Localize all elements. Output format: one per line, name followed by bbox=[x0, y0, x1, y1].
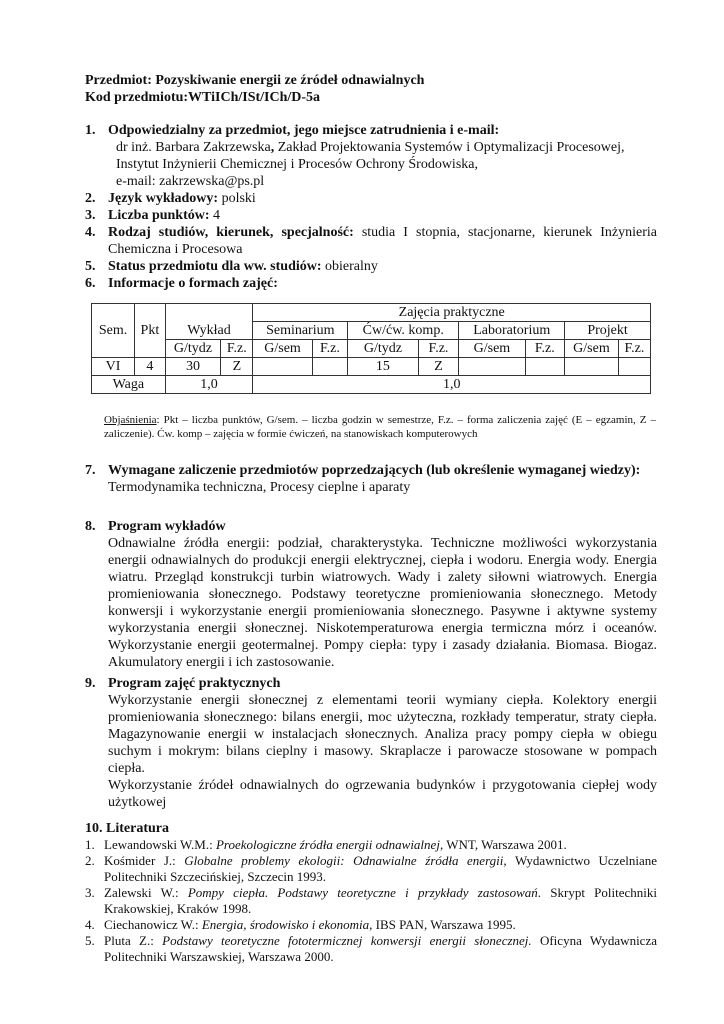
cell-project-hours bbox=[565, 358, 619, 376]
section-text: Termodynamika techniczna, Procesy cieplne i aparaty bbox=[108, 480, 411, 495]
table-legend bbox=[104, 413, 656, 441]
field-value: studia I stopnia, stacjonarne, kierunek Inżynieria Chemiczna i Procesowa bbox=[108, 225, 658, 257]
field-label: Status przedmiotu dla ww. studiów: bbox=[108, 259, 322, 274]
item-title: Globalne problemy ekologii: Odnawialne źródła energii bbox=[184, 853, 504, 868]
item-publisher: , Wydawnictwo Uczelniane Politechniki Szczecińskiej, Szczecin 1993. bbox=[104, 853, 657, 884]
sub-fz: F.z. bbox=[618, 340, 650, 358]
cell-seminar-hours bbox=[253, 358, 312, 376]
item-title: Energia, środowisko i ekonomia bbox=[201, 917, 370, 932]
institute: Instytut Inżynierii Chemicznej i Procesów Ochrony Środowiska, bbox=[116, 157, 478, 172]
section-number: 3. bbox=[85, 208, 96, 223]
forms-table bbox=[91, 303, 651, 394]
course-title: Przedmiot: Pozyskiwanie energii ze źródeł odnawialnych bbox=[85, 73, 425, 88]
section-number: 4. bbox=[85, 225, 96, 240]
section-status bbox=[85, 258, 657, 275]
legend-text: : Pkt – liczba punktów, G/sem. – liczba godzin w semestrze, F.z. – forma zaliczenia zajęć (E – egzamin, Z – zaliczenie). Ćw. komp – zajęcia w formie ćwiczeń, na stanowiskach komputerowych bbox=[104, 414, 656, 440]
section-number: 5. bbox=[85, 259, 96, 274]
section-points bbox=[85, 207, 657, 224]
cell-lecture-hours: 30 bbox=[165, 358, 221, 376]
section-number: 8. bbox=[85, 519, 96, 534]
list-item bbox=[85, 837, 657, 853]
department: Zakład Projektowania Systemów i Optymalizacji Procesowej, bbox=[274, 140, 625, 155]
section-title: 10. Literatura bbox=[85, 821, 169, 836]
item-author: Lewandowski W.M.: bbox=[104, 837, 216, 852]
header-lab: Laboratorium bbox=[459, 322, 565, 340]
sub-gsem: G/sem bbox=[565, 340, 619, 358]
section-forms bbox=[85, 275, 657, 292]
email: e-mail: zakrzewska@ps.pl bbox=[116, 174, 265, 189]
cell-exercise-form: Z bbox=[418, 358, 459, 376]
section-title: Wymagane zaliczenie przedmiotów poprzedzających (lub określenie wymaganej wiedzy): bbox=[108, 463, 641, 478]
header-pkt: Pkt bbox=[135, 304, 166, 358]
item-publisher: . Skrypt Politechniki Krakowskiej, Kraków 1998. bbox=[104, 885, 657, 916]
cell-lab-hours bbox=[459, 358, 525, 376]
cell-weight-label: Waga bbox=[92, 376, 166, 394]
header-project: Projekt bbox=[565, 322, 651, 340]
section-study-type bbox=[85, 224, 657, 258]
header-exercises: Ćw/ćw. komp. bbox=[348, 322, 459, 340]
legend-label: Objaśnienia bbox=[104, 414, 157, 426]
item-title: Pompy ciepła. Podstawy teoretyczne i przykłady zastosowań bbox=[187, 885, 538, 900]
section-literature bbox=[85, 820, 657, 965]
item-number: 4. bbox=[85, 917, 95, 932]
section-number: 7. bbox=[85, 463, 96, 478]
cell-lab-form bbox=[525, 358, 565, 376]
item-number: 1. bbox=[85, 837, 95, 852]
item-author: Zalewski W.: bbox=[104, 885, 188, 900]
cell-sem: VI bbox=[92, 358, 135, 376]
section-practicals bbox=[85, 675, 657, 811]
item-number: 3. bbox=[85, 885, 95, 900]
item-number: 2. bbox=[85, 853, 95, 868]
list-item bbox=[85, 853, 657, 885]
course-header bbox=[85, 72, 424, 106]
item-publisher: , IBS PAN, Warszawa 1995. bbox=[369, 917, 516, 932]
sub-fz: F.z. bbox=[221, 340, 253, 358]
item-title: Podstawy teoretyczne fototermicznej konwersji energii słonecznej. bbox=[162, 933, 532, 948]
header-wyklad: Wykład bbox=[165, 304, 253, 340]
sub-fz: F.z. bbox=[312, 340, 348, 358]
section-prerequisites bbox=[85, 462, 657, 496]
section-title: Program wykładów bbox=[108, 519, 226, 534]
cell-lecture-form: Z bbox=[221, 358, 253, 376]
cell-project-form bbox=[618, 358, 650, 376]
section-number: 6. bbox=[85, 276, 96, 291]
section-paragraph: Wykorzystanie źródeł odnawialnych do ogrzewania budynków i przygotowania ciepłej wody użytkowej bbox=[108, 778, 657, 810]
item-number: 5. bbox=[85, 933, 95, 948]
section-title: Odpowiedzialny za przedmiot, jego miejsce zatrudnienia i e-mail: bbox=[108, 123, 500, 138]
item-publisher: Oficyna Wydawnicza Politechniki Warszawskiej, Warszawa 2000. bbox=[104, 933, 657, 964]
item-author: Pluta Z.: bbox=[104, 933, 163, 948]
table-row bbox=[92, 376, 651, 394]
section-responsible bbox=[85, 122, 657, 190]
section-number: 2. bbox=[85, 191, 96, 206]
section-paragraph: Wykorzystanie energii słonecznej z elementami teorii wymiany ciepła. Kolektory energii promieniowania słonecznego: bilans energii, moc użyteczna, rozkłady temperatur, straty ciepła. Magazynowanie energii w instalacjach słonecznych. Analiza pracy pompy ciepła w obiegu suchym i mokrym: bilans cieplny i masowy. Skraplacze i parowacze stosowane w pompach ciepła. bbox=[108, 693, 657, 776]
name-separator: , bbox=[270, 140, 275, 155]
field-value: 4 bbox=[209, 208, 221, 223]
field-value: polski bbox=[218, 191, 256, 206]
sub-gsem: G/sem bbox=[459, 340, 525, 358]
field-label: Język wykładowy: bbox=[108, 191, 219, 206]
responsible-name: dr inż. Barbara Zakrzewska bbox=[116, 140, 271, 155]
section-number: 1. bbox=[85, 123, 96, 138]
cell-exercise-hours: 15 bbox=[348, 358, 418, 376]
field-label: Liczba punktów: bbox=[108, 208, 210, 223]
sub-gsem: G/sem bbox=[253, 340, 312, 358]
list-item bbox=[85, 885, 657, 917]
sub-fz: F.z. bbox=[525, 340, 565, 358]
item-title: Proekologiczne źródła energii odnawialnej bbox=[215, 837, 440, 852]
list-item bbox=[85, 933, 657, 965]
course-code: Kod przedmiotu:WTiICh/ISt/ICh/D-5a bbox=[85, 90, 321, 105]
cell-weight-practical: 1,0 bbox=[253, 376, 651, 394]
sub-gtydz: G/tydz bbox=[165, 340, 221, 358]
section-title: Program zajęć praktycznych bbox=[108, 676, 281, 691]
field-label: Informacje o formach zajęć: bbox=[108, 276, 278, 291]
cell-weight-lecture: 1,0 bbox=[165, 376, 253, 394]
item-author: Kośmider J.: bbox=[104, 853, 185, 868]
item-author: Ciechanowicz W.: bbox=[104, 917, 202, 932]
cell-pkt: 4 bbox=[135, 358, 166, 376]
sub-fz: F.z. bbox=[418, 340, 459, 358]
header-sem: Sem. bbox=[92, 304, 135, 358]
section-language bbox=[85, 190, 657, 207]
list-item bbox=[85, 917, 657, 933]
section-number: 9. bbox=[85, 676, 96, 691]
responsible-line bbox=[116, 139, 657, 156]
table-row bbox=[92, 358, 651, 376]
field-label: Rodzaj studiów, kierunek, specjalność: bbox=[108, 225, 354, 240]
section-text: Odnawialne źródła energii: podział, charakterystyka. Techniczne możliwości wykorzystania energii odnawialnych do produkcji energii elektrycznej, ciepła i wodoru. Energia wody. Energia wiatru. Przegląd konstrukcji turbin wiatrowych. Wady i zalety siłowni wiatrowych. Energia promieniowania słonecznego. Podstawy teoretyczne promieniowania słonecznego. Metody konwersji i wykorzystanie energii promieniowania słonecznego. Pasywne i aktywne systemy wykorzystania energii słonecznej. Niskotemperaturowa energia termiczna mórz i oceanów. Wykorzystanie energii geotermalnej. Pompy ciepła: typy i zasady działania. Biomasa. Biogaz. Akumulatory energii i ich zastosowanie. bbox=[108, 536, 657, 670]
section-lectures bbox=[85, 518, 657, 671]
header-seminar: Seminarium bbox=[253, 322, 348, 340]
item-publisher: , WNT, Warszawa 2001. bbox=[439, 837, 567, 852]
header-practical: Zajęcia praktyczne bbox=[253, 304, 651, 322]
sub-gtydz: G/tydz bbox=[348, 340, 418, 358]
field-value: obieralny bbox=[321, 259, 378, 274]
cell-seminar-form bbox=[312, 358, 348, 376]
